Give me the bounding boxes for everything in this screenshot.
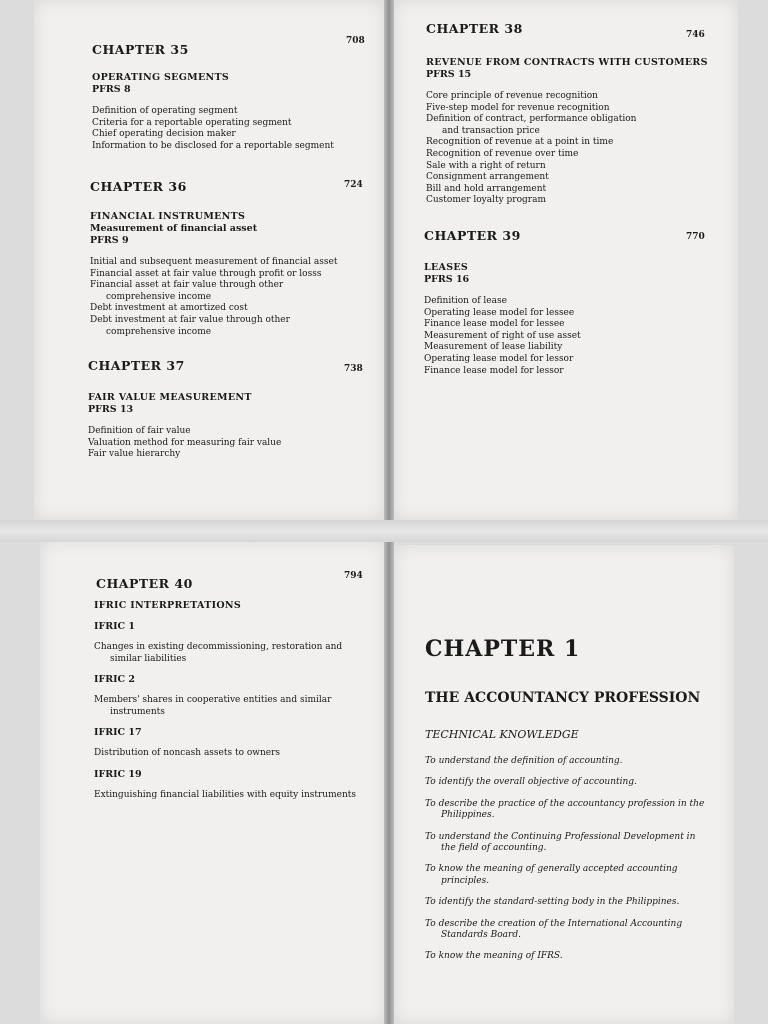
ifric-description: [94, 748, 379, 760]
list-item: Financial asset at fair value through other: [90, 280, 284, 291]
chapter-36-standard: PFRS 9: [90, 235, 129, 246]
list-item: Measurement of lease liability: [424, 342, 563, 353]
list-item: comprehensive income: [106, 291, 212, 302]
ifric-description: [94, 790, 379, 802]
objective-line: To know the meaning of generally accepted accounting: [425, 864, 678, 875]
objective-line: the field of accounting.: [441, 843, 547, 854]
chapter-39-page: 770: [686, 232, 705, 242]
chapter-40-page: 794: [344, 571, 363, 581]
list-item: Information to be disclosed for a reportable segment: [92, 140, 334, 151]
objective-line: To understand the definition of accounting.: [425, 756, 623, 766]
objective-line: To understand the Continuing Professional Development in: [425, 831, 696, 842]
chapter-37-block: [88, 392, 368, 461]
list-item: Debt investment at fair value through other: [90, 314, 290, 325]
list-item: Definition of lease: [424, 296, 507, 306]
list-item: Measurement of right of use asset: [424, 330, 581, 341]
chapter-38-topic: REVENUE FROM CONTRACTS WITH CUSTOMERS: [426, 57, 708, 68]
objective-line: Philippines.: [441, 810, 495, 821]
list-item: Chief operating decision maker: [92, 129, 236, 140]
chapter-1-title: THE ACCOUNTANCY PROFESSION: [425, 690, 701, 706]
ifric-description: [94, 642, 379, 665]
chapter-36-page: 724: [344, 180, 363, 190]
chapter-36-subtopic: Measurement of financial asset: [90, 223, 258, 234]
objectives-list: [425, 756, 720, 973]
chapter-35-heading: CHAPTER 35: [92, 42, 189, 57]
chapter-37-page: 738: [344, 364, 363, 374]
objective-item: [425, 777, 720, 788]
chapter-35-topic: OPERATING SEGMENTS: [92, 72, 230, 83]
list-item: Core principle of revenue recognition: [426, 91, 598, 101]
ifric-description-line: instruments: [110, 706, 165, 717]
ifric-description-line: similar liabilities: [110, 653, 187, 664]
chapter-40-heading: CHAPTER 40: [96, 576, 193, 591]
scan-divider: [0, 520, 768, 542]
chapter-40-block: [94, 600, 379, 801]
chapter-36-heading: CHAPTER 36: [90, 179, 187, 194]
ifric-description-line: Members' shares in cooperative entities and similar: [94, 695, 332, 705]
chapter-38-block: [426, 57, 726, 207]
chapter-35-page: 708: [346, 36, 365, 46]
objective-line: principles.: [441, 875, 490, 886]
list-item: Five-step model for revenue recognition: [426, 102, 610, 113]
list-item: and transaction price: [442, 125, 540, 136]
objective-item: [425, 864, 720, 887]
ifric-description-line: Distribution of noncash assets to owners: [94, 748, 281, 758]
list-item: Customer loyalty program: [426, 195, 546, 206]
list-item: Definition of fair value: [88, 426, 191, 436]
chapter-35-block: [92, 72, 372, 152]
chapter-38-heading: CHAPTER 38: [426, 21, 523, 36]
chapter-38-standard: PFRS 15: [426, 69, 472, 80]
objective-line: Standards Board.: [441, 930, 521, 941]
list-item: Finance lease model for lessee: [424, 319, 565, 330]
objective-line: To identify the overall objective of accounting.: [425, 777, 637, 788]
chapter-39-block: [424, 262, 724, 377]
objective-line: To describe the practice of the accountancy profession in the: [425, 798, 705, 809]
objective-item: [425, 799, 720, 822]
chapter-39-standard: PFRS 16: [424, 274, 470, 285]
list-item: Debt investment at amortized cost: [90, 303, 248, 314]
list-item: Bill and hold arrangement: [426, 183, 547, 194]
objective-item: [425, 756, 720, 767]
chapter-35-standard: PFRS 8: [92, 84, 131, 95]
ifric-description: [94, 695, 379, 718]
chapter-36-block: [90, 211, 380, 338]
book-gutter: [384, 0, 394, 1024]
chapter-1-heading: CHAPTER 1: [425, 636, 581, 662]
chapter-39-heading: CHAPTER 39: [424, 228, 521, 243]
list-item: Recognition of revenue at a point in time: [426, 137, 614, 148]
list-item: Sale with a right of return: [426, 160, 546, 171]
ifric-code: IFRIC 19: [94, 768, 142, 780]
list-item: comprehensive income: [106, 326, 212, 337]
chapter-36-topic: FINANCIAL INSTRUMENTS: [90, 211, 246, 222]
list-item: Initial and subsequent measurement of financial asset: [90, 257, 338, 267]
objective-item: [425, 832, 720, 855]
chapter-37-topic: FAIR VALUE MEASUREMENT: [88, 392, 252, 403]
ifric-description-line: Changes in existing decommissioning, restoration and: [94, 642, 343, 652]
objective-item: [425, 919, 720, 942]
list-item: Recognition of revenue over time: [426, 148, 579, 159]
objective-line: To know the meaning of IFRS.: [425, 951, 563, 962]
chapter-39-topic: LEASES: [424, 262, 469, 273]
list-item: Criteria for a reportable operating segment: [92, 117, 292, 128]
list-item: Definition of contract, performance obligation: [426, 114, 637, 125]
chapter-37-heading: CHAPTER 37: [88, 358, 185, 373]
list-item: Operating lease model for lessor: [424, 353, 574, 364]
ifric-code: IFRIC 2: [94, 674, 136, 685]
list-item: Financial asset at fair value through profit or losss: [90, 268, 322, 279]
list-item: Consignment arrangement: [426, 172, 549, 183]
objective-line: To describe the creation of the International Accounting: [425, 918, 683, 929]
list-item: Fair value hierarchy: [88, 449, 181, 460]
ifric-code: IFRIC 1: [94, 621, 136, 632]
objective-item: [425, 897, 720, 908]
ifric-description-line: Extinguishing financial liabilities with equity instruments: [94, 789, 356, 800]
list-item: Definition of operating segment: [92, 106, 238, 116]
ifric-code: IFRIC 17: [94, 727, 142, 738]
chapter-40-topic: IFRIC INTERPRETATIONS: [94, 600, 242, 611]
chapter-38-page: 746: [686, 30, 705, 40]
section-heading: TECHNICAL KNOWLEDGE: [425, 728, 579, 741]
list-item: Operating lease model for lessee: [424, 307, 575, 318]
list-item: Finance lease model for lessor: [424, 365, 564, 376]
chapter-37-standard: PFRS 13: [88, 404, 134, 415]
objective-item: [425, 951, 720, 962]
objective-line: To identify the standard-setting body in the Philippines.: [425, 897, 680, 908]
list-item: Valuation method for measuring fair value: [88, 437, 282, 448]
